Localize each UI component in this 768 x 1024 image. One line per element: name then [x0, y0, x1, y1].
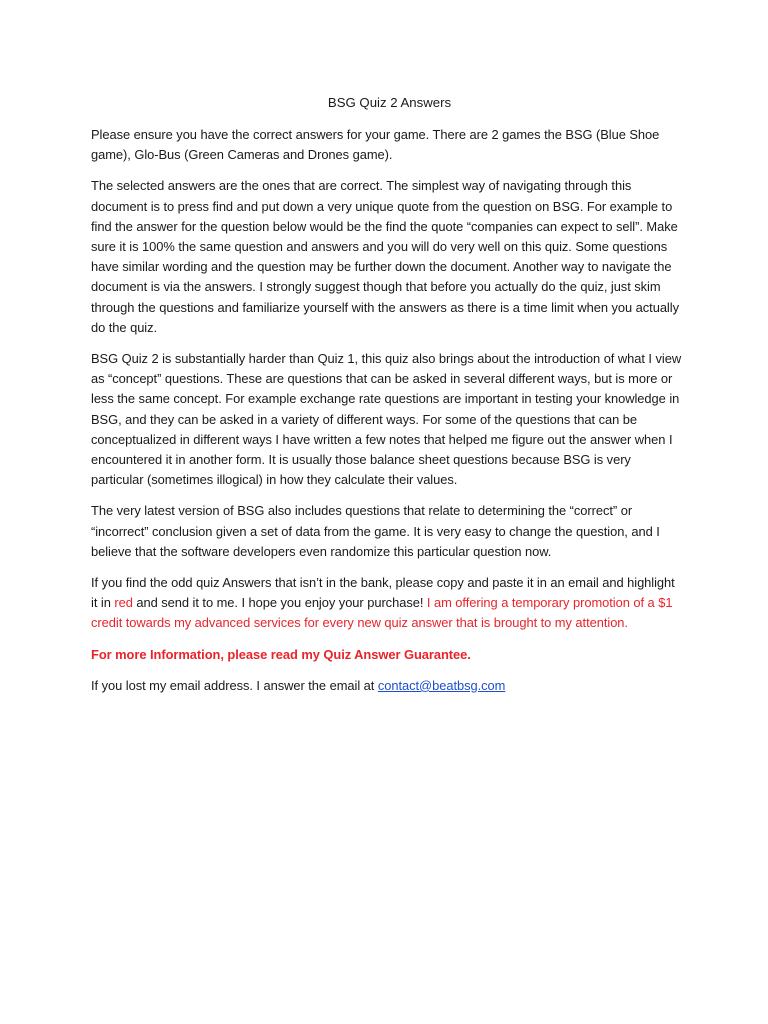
guarantee-notice: For more Information, please read my Quiz Answer Guarantee.	[91, 646, 471, 662]
paragraph-quiz-difficulty: BSG Quiz 2 is substantially harder than Quiz 1, this quiz also brings about the introduction of what I view as “concept” questions. These are questions that can be asked in several different ways, but is more or less the same concept. For example exchange rate questions are important in testing your knowledge in BSG, and they can be asked in a variety of different ways. For some of the questions that can be conceptualized in different ways I have written a few notes that helped me figure out the answer when I encountered it in another form. It is usually those balance sheet questions because BSG is very particular (sometimes illogical) in how they calculate their values.	[91, 351, 682, 488]
contact-email-link[interactable]: contact@beatbsg.com	[377, 677, 506, 693]
contact-line	[91, 676, 682, 696]
paragraph-missing-answers	[91, 573, 682, 634]
missing-answers-text-1: If you find the odd quiz Answers that isn’t in the bank, please copy and paste it in an email and highlight it in	[91, 575, 675, 611]
paragraph-navigation-tips: The selected answers are the ones that are correct. The simplest way of navigating through this document is to press find and put down a very unique quote from the question on BSG. For example to find the answer for the question below would be the find the quote “companies can expect to sell”. Make sure it is 100% the same question and answers and you will do very well on this quiz. Some questions have similar wording and the question may be further down the document. Another way to navigate the document is via the answers. I strongly suggest though that before you actually do the quiz, just skim through the questions and familiarize yourself with the answers as there is a time limit when you actually do the quiz.	[91, 178, 679, 335]
document-title: BSG Quiz 2 Answers	[327, 95, 452, 110]
paragraph-latest-version: The very latest version of BSG also includes questions that relate to determining the “correct” or “incorrect” conclusion given a set of data from the game. It is very easy to change the question, and I believe that the software developers even randomize this particular question now.	[91, 503, 660, 559]
missing-answers-text-2: and send it to me. I hope you enjoy your purchase!	[132, 595, 427, 611]
red-word: red	[114, 595, 133, 611]
paragraph-games-intro: Please ensure you have the correct answers for your game. There are 2 games the BSG (Blue Shoe game), Glo-Bus (Green Cameras and Drones game).	[91, 127, 660, 163]
promotion-text: I am offering a temporary promotion of a $1 credit towards my advanced services for every new quiz answer that is brought to my attention.	[91, 595, 673, 631]
contact-prefix: If you lost my email address. I answer the email at	[91, 677, 378, 693]
